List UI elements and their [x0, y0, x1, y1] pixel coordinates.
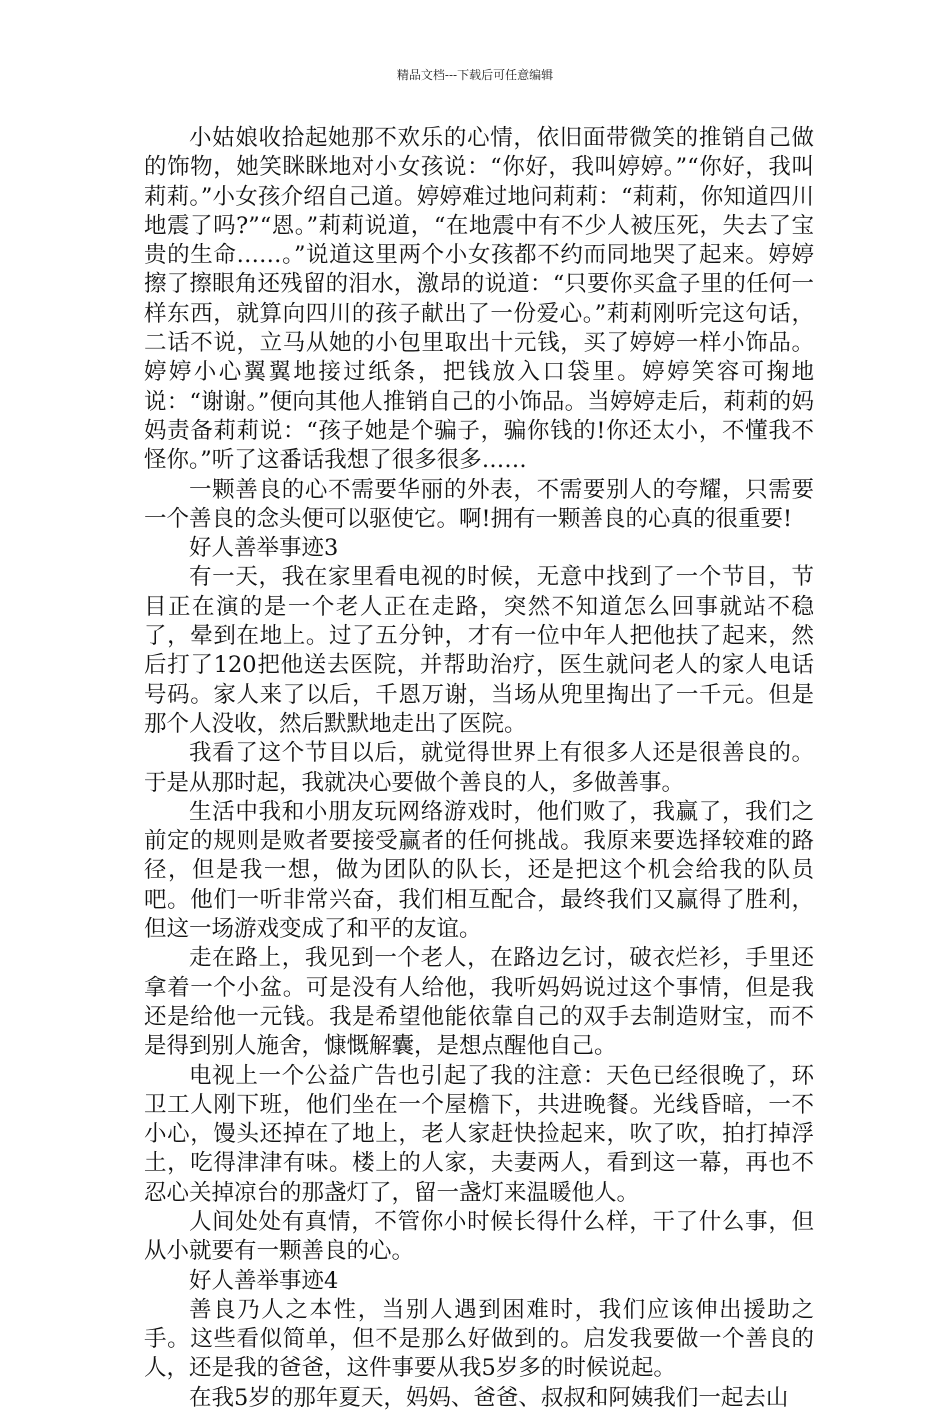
paragraph: 善良乃人之本性，当别人遇到困难时，我们应该伸出援助之手。这些看似简单，但不是那么好做到的。启发我要做一个善良的人，还是我的爸爸，这件事要从我5岁多的时候说起。 [144, 1296, 814, 1382]
paragraph: 人间处处有真情，不管你小时候长得什么样，干了什么事，但从小就要有一颗善良的心。 [144, 1208, 814, 1265]
paragraph: 生活中我和小朋友玩网络游戏时，他们败了，我赢了，我们之前定的规则是败者要接受赢者的任何挑战。我原来要选择较难的路径，但是我一想，做为团队的队长，还是把这个机会给我的队员吧。他们一听非常兴奋，我们相互配合，最终我们又赢得了胜利，但这一场游戏变成了和平的友谊。 [144, 798, 814, 943]
paragraph: 电视上一个公益广告也引起了我的注意：天色已经很晚了，环卫工人刚下班，他们坐在一个屋檐下，共进晚餐。光线昏暗，一不小心，馒头还掉在了地上，老人家赶快捡起来，吹了吹，拍打掉浮土，吃得津津有味。楼上的人家，夫妻两人，看到这一幕，再也不忍心关掉凉台的那盏灯了，留一盏灯来温暖他人。 [144, 1062, 814, 1206]
paragraph: 走在路上，我见到一个老人，在路边乞讨，破衣烂衫，手里还拿着一个小盆。可是没有人给他，我听妈妈说过这个事情，但是我还是给他一元钱。我是希望他能依靠自己的双手去制造财宝，而不是得到别人施舍，慷慨解囊，是想点醒他自己。 [144, 945, 814, 1060]
paragraph: 一颗善良的心不需要华丽的外表，不需要别人的夸耀，只需要一个善良的念头便可以驱使它。啊!拥有一颗善良的心真的很重要! [144, 476, 814, 532]
paragraph: 有一天，我在家里看电视的时候，无意中找到了一个节目，节目正在演的是一个老人正在走路，突然不知道怎么回事就站不稳了，晕到在地上。过了五分钟，才有一位中年人把他扶了起来，然后打了120把他送去医院，并帮助治疗，医生就问老人的家人电话号码。家人来了以后，千恩万谢，当场从兜里掏出了一千元。但是那个人没收，然后默默地走出了医院。 [144, 564, 814, 737]
section-heading: 好人善举事迹3 [189, 535, 339, 562]
paragraph: 小姑娘收拾起她那不欢乐的心情，依旧面带微笑的推销自己做的饰物，她笑眯眯地对小女孩说：“你好，我叫婷婷。”“你好，我叫莉莉。”小女孩介绍自己道。婷婷难过地问莉莉：“莉莉，你知道四川地震了吗?”“恩。”莉莉说道，“在地震中有不少人被压死，失去了宝贵的生命……。”说道这里两个小女孩都不约而同地哭了起来。婷婷擦了擦眼角还残留的泪水，激昂的说道：“只要你买盒子里的任何一样东西，就算向四川的孩子献出了一份爱心。”莉莉刚听完这句话，二话不说，立马从她的小包里取出十元钱，买了婷婷一样小饰品。婷婷小心翼翼地接过纸条，把钱放入口袋里。婷婷笑容可掬地说：“谢谢。”便向其他人推销自己的小饰品。当婷婷走后，莉莉的妈妈责备莉莉说：“孩子她是个骗子，骗你钱的!你还太小，不懂我不怪你。”听了这番话我想了很多很多…… [144, 125, 814, 474]
paragraph: 我看了这个节目以后，就觉得世界上有很多人还是很善良的。于是从那时起，我就决心要做个善良的人，多做善事。 [144, 740, 814, 796]
paragraph: 在我5岁的那年夏天，妈妈、爸爸、叔叔和阿姨我们一起去山 [189, 1384, 789, 1411]
document-body [144, 124, 814, 1413]
page-header: 精品文档---下载后可任意编辑 [396, 68, 554, 82]
section-heading: 好人善举事迹4 [189, 1267, 339, 1294]
